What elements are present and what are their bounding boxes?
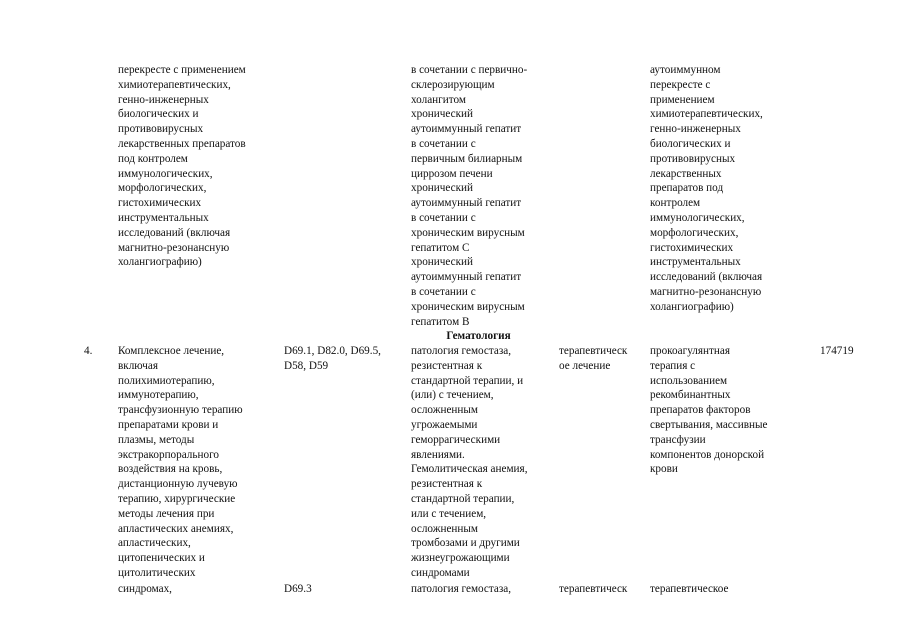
- next-method-cell: терапевтическое: [650, 583, 729, 595]
- text-line: терапию, хирургические: [118, 492, 236, 505]
- text-line: в сочетании с: [411, 211, 476, 224]
- text-line: инструментальных: [650, 256, 741, 269]
- row4-cost-cell: 174719: [820, 345, 854, 357]
- text-line: аутоиммунном: [650, 64, 721, 76]
- text-line: контролем: [650, 197, 701, 210]
- text-line: склерозирующим: [411, 78, 495, 91]
- text-line: геморрагическими: [411, 433, 501, 446]
- top-model-cell: [411, 63, 527, 329]
- text-line: лекарственных препаратов: [118, 137, 246, 150]
- row-number: 4.: [84, 345, 93, 357]
- text-line: гистохимических: [650, 241, 734, 254]
- text-line: стандартной терапии,: [411, 492, 515, 505]
- text-line: апластических анемиях,: [118, 522, 234, 535]
- text-line: биологических и: [650, 137, 731, 150]
- text-line: химиотерапевтических,: [118, 78, 231, 91]
- next-treatment-type-cell: терапевтическ: [559, 583, 628, 595]
- text-line: терапия с: [650, 359, 696, 372]
- text-line: явлениями.: [411, 448, 465, 461]
- text-line: Гемолитическая анемия,: [411, 463, 528, 476]
- text-line: резистентная к: [411, 359, 483, 372]
- row4-procedure-cell: [118, 344, 243, 581]
- text-line: включая: [118, 359, 158, 372]
- text-line: угрожаемыми: [411, 418, 478, 431]
- text-line: трансфузии: [650, 433, 706, 446]
- text-line: терапевтическ: [559, 345, 628, 357]
- text-line: цитолитических: [118, 566, 196, 579]
- text-line: холангиографию): [118, 256, 202, 269]
- text-line: трансфузионную терапию: [118, 404, 243, 417]
- text-line: синдромами: [411, 566, 470, 579]
- next-codes-cell: D69.3: [284, 583, 312, 595]
- text-line: аутоиммунный гепатит: [411, 197, 522, 210]
- text-line: в сочетании с первично-: [411, 64, 528, 76]
- text-line: аутоиммунный гепатит: [411, 271, 522, 284]
- text-line: дистанционную лучевую: [118, 478, 238, 491]
- text-line: хронический: [411, 256, 474, 269]
- text-line: Комплексное лечение,: [118, 345, 225, 357]
- text-line: морфологических,: [118, 182, 207, 195]
- text-line: магнитно-резонансную: [650, 285, 762, 298]
- text-line: исследований (включая: [118, 226, 231, 239]
- text-line: химиотерапевтических,: [650, 108, 763, 121]
- text-line: препаратами крови и: [118, 418, 219, 431]
- text-line: (или) с течением,: [411, 389, 494, 402]
- text-line: крови: [650, 463, 678, 476]
- text-line: плазмы, методы: [118, 433, 195, 446]
- text-line: резистентная к: [411, 478, 483, 491]
- text-line: прокоагулянтная: [650, 345, 730, 357]
- text-line: циррозом печени: [411, 167, 493, 180]
- text-line: D69.1, D82.0, D69.5,: [284, 345, 381, 357]
- text-line: гепатитом С: [411, 241, 470, 254]
- row4-treatment-type-cell: [559, 344, 627, 374]
- text-line: свертывания, массивные: [650, 418, 768, 431]
- text-line: D58, D59: [284, 359, 329, 372]
- text-line: хронический: [411, 108, 474, 121]
- text-line: исследований (включая: [650, 271, 763, 284]
- text-line: стандартной терапии, и: [411, 374, 524, 387]
- next-model-cell: патология гемостаза,: [411, 583, 512, 595]
- text-line: иммунотерапию,: [118, 389, 199, 402]
- text-line: препаратов факторов: [650, 404, 751, 417]
- text-line: хроническим вирусным: [411, 300, 525, 313]
- text-line: иммунологических,: [650, 211, 745, 224]
- text-line: хроническим вирусным: [411, 226, 525, 239]
- text-line: апластических,: [118, 537, 191, 550]
- text-line: под контролем: [118, 152, 188, 165]
- text-line: экстракорпорального: [118, 448, 219, 461]
- text-line: противовирусных: [650, 152, 736, 165]
- text-line: осложненным: [411, 404, 478, 417]
- text-line: первичным билиарным: [411, 152, 523, 165]
- text-line: гепатитом В: [411, 315, 470, 328]
- next-procedure-cell: синдромах,: [118, 583, 172, 595]
- text-line: аутоиммунный гепатит: [411, 123, 522, 136]
- text-line: лекарственных: [650, 167, 722, 180]
- text-line: рекомбинантных: [650, 389, 731, 402]
- row4-codes-cell: [284, 344, 381, 374]
- text-line: генно-инженерных: [650, 123, 741, 136]
- text-line: осложненным: [411, 522, 478, 535]
- text-line: биологических и: [118, 108, 199, 121]
- text-line: перекресте с применением: [118, 64, 246, 76]
- text-line: магнитно-резонансную: [118, 241, 230, 254]
- text-line: генно-инженерных: [118, 93, 209, 106]
- text-line: препаратов под: [650, 182, 724, 195]
- text-line: иммунологических,: [118, 167, 213, 180]
- text-line: или с течением,: [411, 507, 487, 520]
- top-procedure-cell: [118, 63, 246, 270]
- text-line: использованием: [650, 374, 728, 387]
- text-line: методы лечения при: [118, 507, 215, 520]
- text-line: цитопенических и: [118, 552, 205, 565]
- text-line: инструментальных: [118, 211, 209, 224]
- text-line: хронический: [411, 182, 474, 195]
- text-line: противовирусных: [118, 123, 204, 136]
- text-line: холангиографию): [650, 300, 734, 313]
- text-line: в сочетании с: [411, 137, 476, 150]
- text-line: жизнеугрожающими: [411, 552, 510, 565]
- text-line: гистохимических: [118, 197, 202, 210]
- top-method-cell: [650, 63, 763, 315]
- text-line: полихимиотерапию,: [118, 374, 215, 387]
- text-line: патология гемостаза,: [411, 345, 512, 357]
- row4-model-cell: [411, 344, 528, 581]
- text-line: воздействия на кровь,: [118, 463, 223, 476]
- section-title: Гематология: [446, 330, 511, 342]
- text-line: тромбозами и другими: [411, 537, 520, 550]
- text-line: холангитом: [411, 93, 466, 106]
- text-line: в сочетании с: [411, 285, 476, 298]
- row4-method-cell: [650, 344, 767, 477]
- text-line: ое лечение: [559, 359, 611, 372]
- text-line: компонентов донорской: [650, 448, 765, 461]
- text-line: морфологических,: [650, 226, 739, 239]
- text-line: перекресте с: [650, 78, 711, 91]
- text-line: применением: [650, 93, 715, 106]
